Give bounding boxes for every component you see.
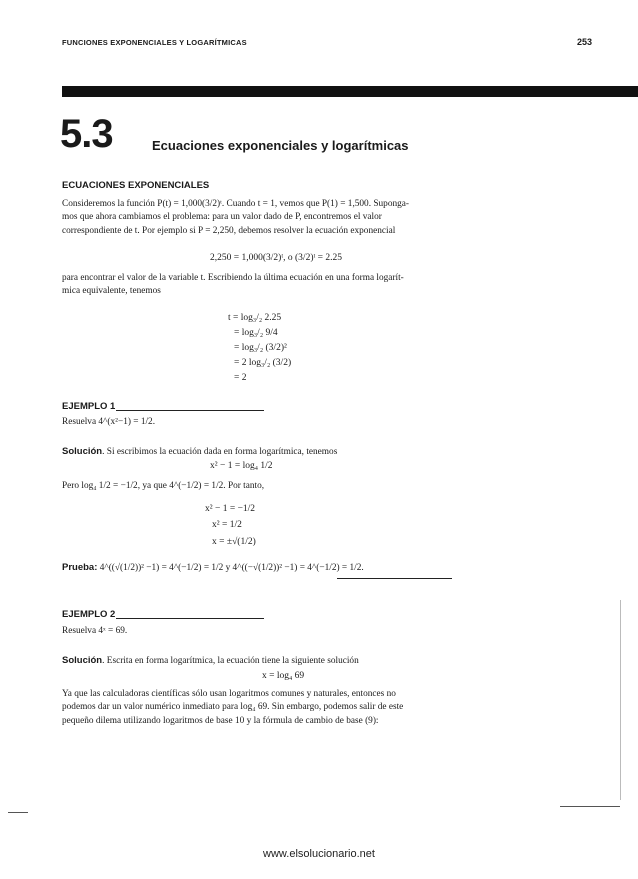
intro-equation: 2,250 = 1,000(3/2)ᵗ, o (3/2)ᵗ = 2.25: [210, 253, 343, 263]
log-step: = log₃/₂ 9/4: [234, 328, 278, 338]
example-1-equation: x² − 1 = log₄ 1/2: [210, 461, 273, 471]
source-url[interactable]: www.elsolucionario.net: [263, 848, 375, 860]
header-rule: [62, 86, 638, 97]
log-step: = 2 log₃/₂ (3/2): [234, 358, 292, 368]
paragraph-line: mica equivalente, tenemos: [62, 286, 161, 297]
example-1-rule: [116, 410, 264, 411]
solution-label: Solución: [62, 655, 103, 666]
log-step: t = log₃/₂ 2.25: [228, 313, 282, 323]
example-2-rule: [116, 618, 264, 619]
closing-line: pequeño dilema utilizando logaritmos de base 10 y la fórmula de cambio de base (9):: [62, 715, 379, 726]
example-1-solution: [62, 446, 337, 457]
example-2-solution: [62, 655, 359, 666]
example-1-heading: EJEMPLO 1: [62, 401, 116, 412]
check-underline: [337, 578, 452, 579]
closing-paragraph: [62, 688, 482, 728]
intro-line: mos que ahora cambiamos el problema: para un valor dado de P, encontremos el valor: [62, 212, 382, 223]
intro-line: correspondiente de t. Por ejemplo si P = 2,250, debemos resolver la ecuación exponencial: [62, 225, 396, 236]
scan-edge-mark: [8, 812, 28, 813]
closing-line: Ya que las calculadoras científicas sólo usan logaritmos comunes y naturales, entonces no: [62, 689, 396, 699]
solution-label: Solución: [62, 446, 103, 457]
example-1-check: [62, 562, 364, 573]
log-step: = 2: [234, 373, 247, 383]
log-step: = log₃/₂ (3/2)²: [234, 343, 287, 353]
solution-text: . Escrita en forma logarítmica, la ecuación tiene la siguiente solución: [102, 656, 359, 666]
example-1-step: x = ±√(1/2): [212, 537, 256, 547]
scan-edge-mark: [560, 806, 620, 807]
subheading: ECUACIONES EXPONENCIALES: [62, 180, 210, 191]
example-1-step: x² − 1 = −1/2: [205, 504, 256, 514]
paragraph-2: [62, 272, 466, 299]
example-2-heading: EJEMPLO 2: [62, 609, 116, 620]
closing-line: podemos dar un valor numérico inmediato para log₄ 69. Sin embargo, podemos salir de este: [62, 702, 404, 713]
running-title: FUNCIONES EXPONENCIALES Y LOGARÍTMICAS: [62, 38, 247, 47]
check-text: 4^((√(1/2))² −1) = 4^(−1/2) = 1/2 y 4^((−√(1/2))² −1) = 4^(−1/2) = 1/2.: [99, 563, 364, 573]
intro-paragraph: [62, 198, 466, 238]
section-number: 5.3: [60, 112, 113, 156]
section-title: Ecuaciones exponenciales y logarítmicas: [152, 138, 409, 153]
page-number: 253: [577, 37, 593, 47]
example-1-problem: Resuelva 4^(x²−1) = 1/2.: [62, 417, 156, 427]
example-1-but-line: Pero log₄ 1/2 = −1/2, ya que 4^(−1/2) = 1/2. Por tanto,: [62, 481, 265, 491]
check-label: Prueba:: [62, 562, 98, 573]
example-2-equation: x = log₄ 69: [262, 671, 305, 681]
paragraph-line: para encontrar el valor de la variable t. Escribiendo la última ecuación en una forma logarít-: [62, 273, 404, 283]
intro-line: Consideremos la función P(t) = 1,000(3/2)ᵗ. Cuando t = 1, vemos que P(1) = 1,500. Suponga-: [62, 199, 409, 209]
example-2-problem: Resuelva 4ˣ = 69.: [62, 626, 128, 636]
scan-edge-mark: [620, 600, 621, 800]
solution-text: . Si escribimos la ecuación dada en forma logarítmica, tenemos: [102, 447, 338, 457]
example-1-step: x² = 1/2: [212, 520, 242, 530]
